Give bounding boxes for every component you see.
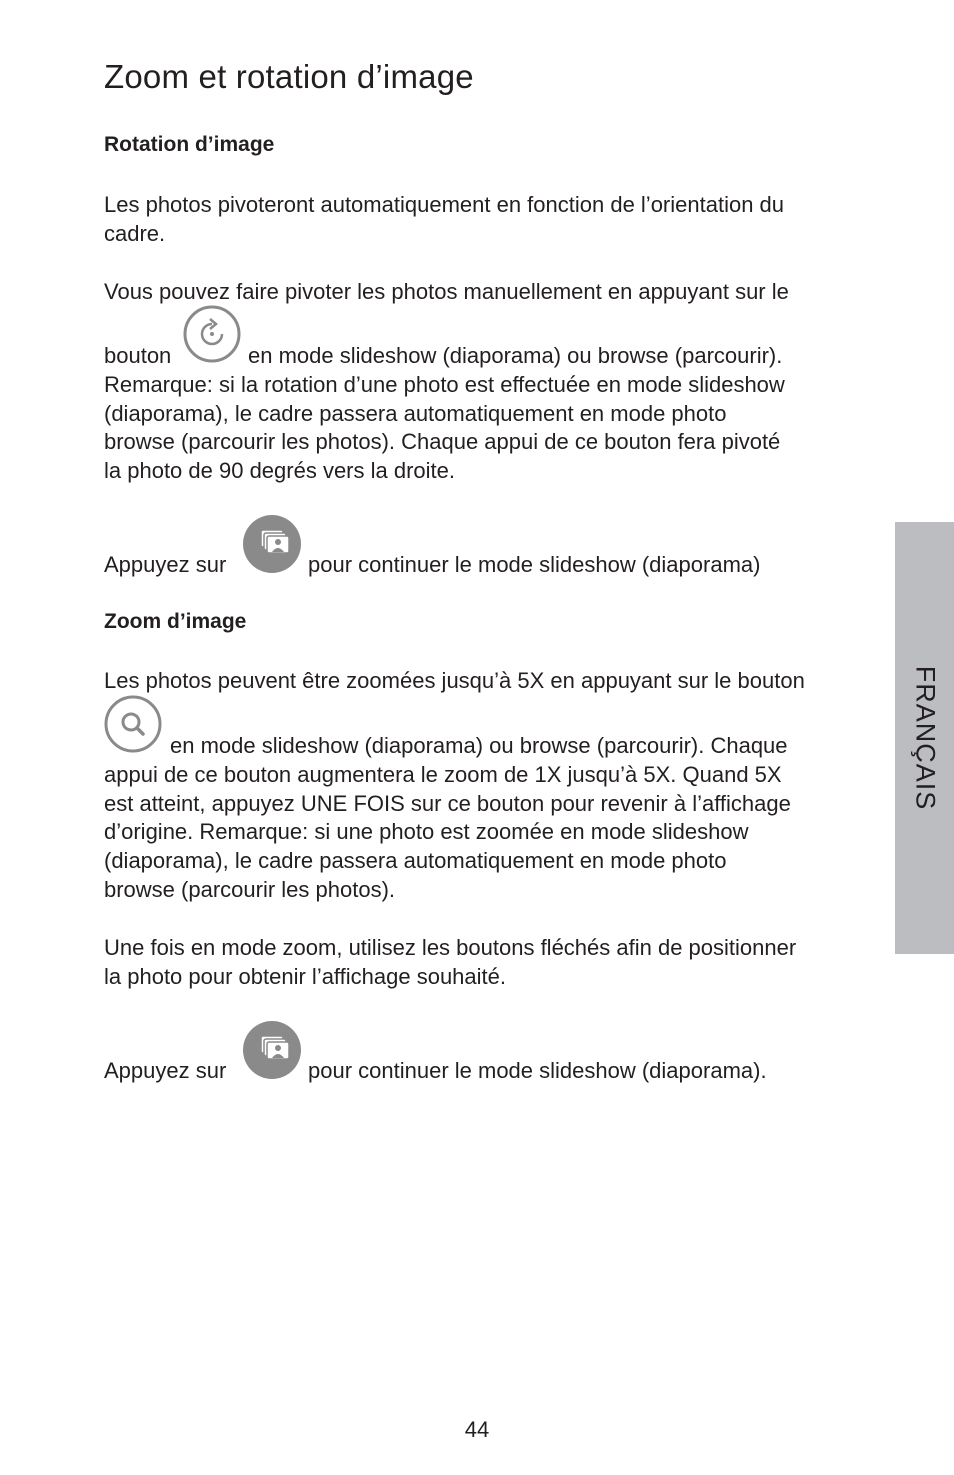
rotation-text-line: la photo de 90 degrés vers la droite. — [104, 458, 456, 483]
zoom-text-line: browse (parcourir les photos). — [104, 877, 396, 902]
language-tab-label: FRANÇAIS — [910, 665, 940, 811]
press-instruction-label: Appuyez sur — [104, 1058, 227, 1083]
rotation-text-line: en mode slideshow (diaporama) ou browse (parcourir). — [248, 343, 783, 368]
press-instruction-label: Appuyez sur — [104, 552, 227, 577]
zoom-text-line: Une fois en mode zoom, utilisez les boutons fléchés afin de positionner — [104, 935, 797, 960]
rotation-text-line: cadre. — [104, 221, 166, 246]
zoom-text-line: Les photos peuvent être zoomées jusqu’à 5X en appuyant sur le bouton — [104, 668, 805, 693]
slideshow-icon — [242, 514, 302, 579]
zoom-text-line: appui de ce bouton augmentera le zoom de 1X jusqu’à 5X. Quand 5X — [104, 762, 782, 787]
slideshow-icon — [242, 1020, 302, 1085]
press-instruction-text: pour continuer le mode slideshow (diaporama). — [308, 1058, 767, 1083]
rotation-text-line: (diaporama), le cadre passera automatiquement en mode photo — [104, 401, 727, 426]
rotation-heading: Rotation d’image — [104, 133, 275, 156]
press-instruction-text: pour continuer le mode slideshow (diaporama) — [308, 552, 761, 577]
zoom-text-line: d’origine. Remarque: si une photo est zoomée en mode slideshow — [104, 819, 749, 844]
zoom-text-line: en mode slideshow (diaporama) ou browse (parcourir). Chaque — [170, 733, 788, 758]
rotation-text-line: Remarque: si la rotation d’une photo est effectuée en mode slideshow — [104, 372, 785, 397]
rotation-text-line: Les photos pivoteront automatiquement en fonction de l’orientation du — [104, 192, 785, 217]
zoom-text-line: la photo pour obtenir l’affichage souhaité. — [104, 964, 506, 989]
zoom-text-line: est atteint, appuyez UNE FOIS sur ce bouton pour revenir à l’affichage — [104, 791, 791, 816]
language-tab — [895, 522, 954, 954]
rotate-icon — [183, 305, 241, 368]
rotation-text-line: browse (parcourir les photos). Chaque appui de ce bouton fera pivoté — [104, 429, 781, 454]
zoom-icon — [104, 695, 162, 758]
rotation-text-line: Vous pouvez faire pivoter les photos manuellement en appuyant sur le — [104, 279, 789, 304]
rotation-text-line: bouton — [104, 343, 172, 368]
page-title: Zoom et rotation d’image — [104, 58, 474, 95]
page-number: 44 — [464, 1417, 490, 1442]
zoom-heading: Zoom d’image — [104, 610, 247, 633]
zoom-text-line: (diaporama), le cadre passera automatiquement en mode photo — [104, 848, 727, 873]
